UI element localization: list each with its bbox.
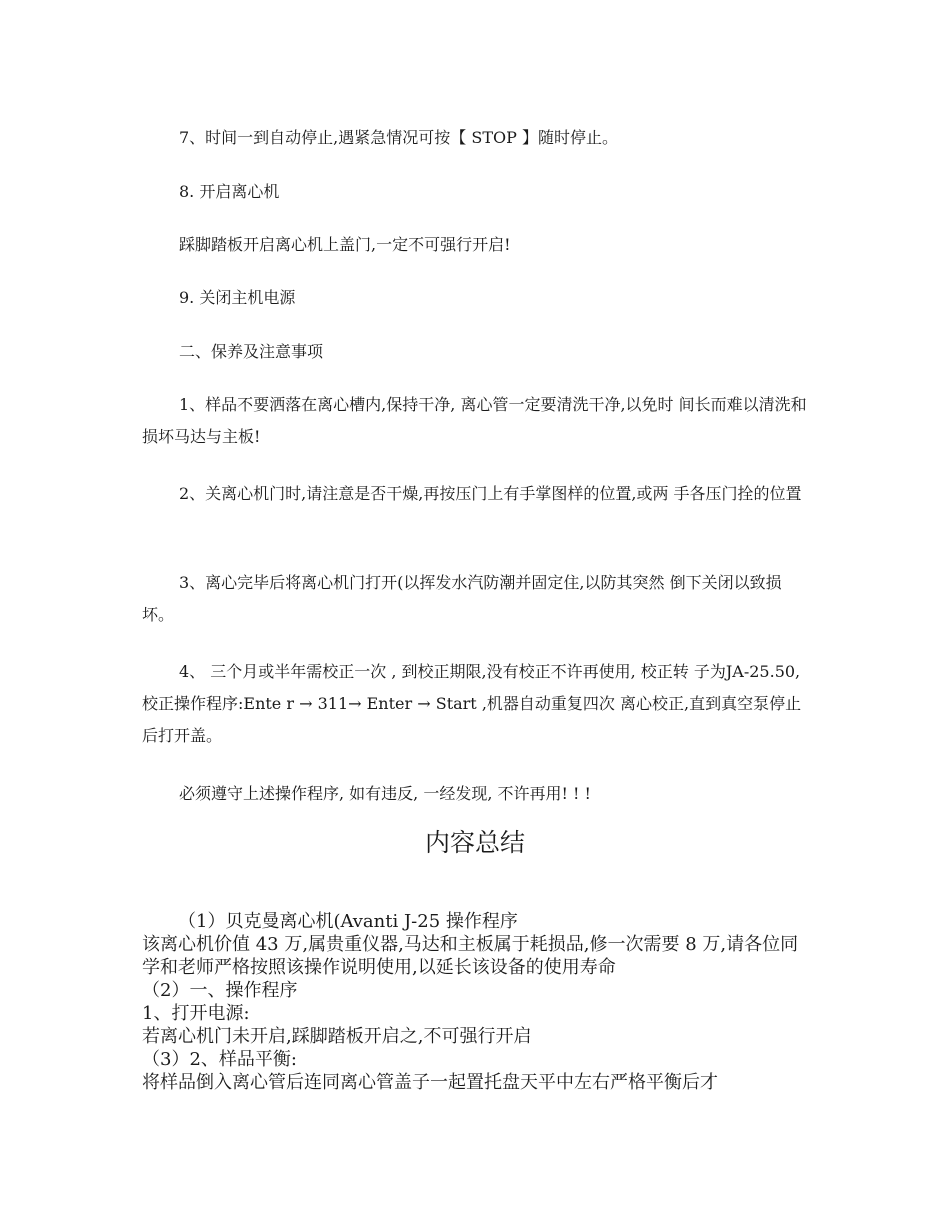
- paragraph-warning: 必须遵守上述操作程序, 如有违反, 一经发现, 不许再用! ! !: [179, 784, 591, 803]
- paragraph-step-9-heading: 9. 关闭主机电源: [179, 288, 296, 307]
- summary-line: 若离心机门未开启,踩脚踏板开启之,不可强行开启: [142, 1026, 532, 1047]
- paragraph-maintenance-3: 3、离心完毕后将离心机门打开(以挥发水汽防潮并固定住,以防其突然 倒下关闭以致损坏。: [142, 573, 782, 624]
- paragraph-step-7: 7、时间一到自动停止,遇紧急情况可按【 STOP 】随时停止。: [179, 128, 618, 147]
- summary-line: 该离心机价值 43 万,属贵重仪器,马达和主板属于耗损品,修一次需要 8 万,请各位同学和老师严格按照该操作说明使用,以延长该设备的使用寿命: [142, 934, 799, 978]
- paragraph-maintenance-2: 2、关离心机门时,请注意是否干燥,再按压门上有手掌图样的位置,或两 手各压门拴的位置: [179, 484, 802, 503]
- paragraph-maintenance-1: 1、样品不要洒落在离心槽内,保持干净, 离心管一定要清洗干净,以免时 间长而难以清洗和损坏马达与主板!: [142, 395, 807, 446]
- summary-block: [142, 910, 808, 1094]
- summary-line: 1、打开电源:: [142, 1003, 250, 1024]
- summary-line: 将样品倒入离心管后连同离心管盖子一起置托盘天平中左右严格平衡后才: [142, 1072, 718, 1093]
- section-heading-maintenance: 二、保养及注意事项: [179, 342, 324, 361]
- summary-title: 内容总结: [424, 828, 525, 857]
- summary-line: （2）一、操作程序: [142, 980, 298, 1001]
- paragraph-step-8-body: 踩脚踏板开启离心机上盖门,一定不可强行开启!: [179, 235, 511, 254]
- summary-line: （3）2、样品平衡:: [142, 1049, 297, 1070]
- paragraph-maintenance-4: 4、 三个月或半年需校正一次 , 到校正期限,没有校正不许再使用, 校正转 子为JA-25.50,校正操作程序:Ente r → 311→ Enter → Start ,机器自动重复四次 离心校正,直到真空泵停止后打开盖。: [142, 662, 802, 745]
- summary-line: （1）贝克曼离心机(Avanti J-25 操作程序: [178, 911, 518, 932]
- paragraph-step-8-heading: 8. 开启离心机: [179, 182, 280, 201]
